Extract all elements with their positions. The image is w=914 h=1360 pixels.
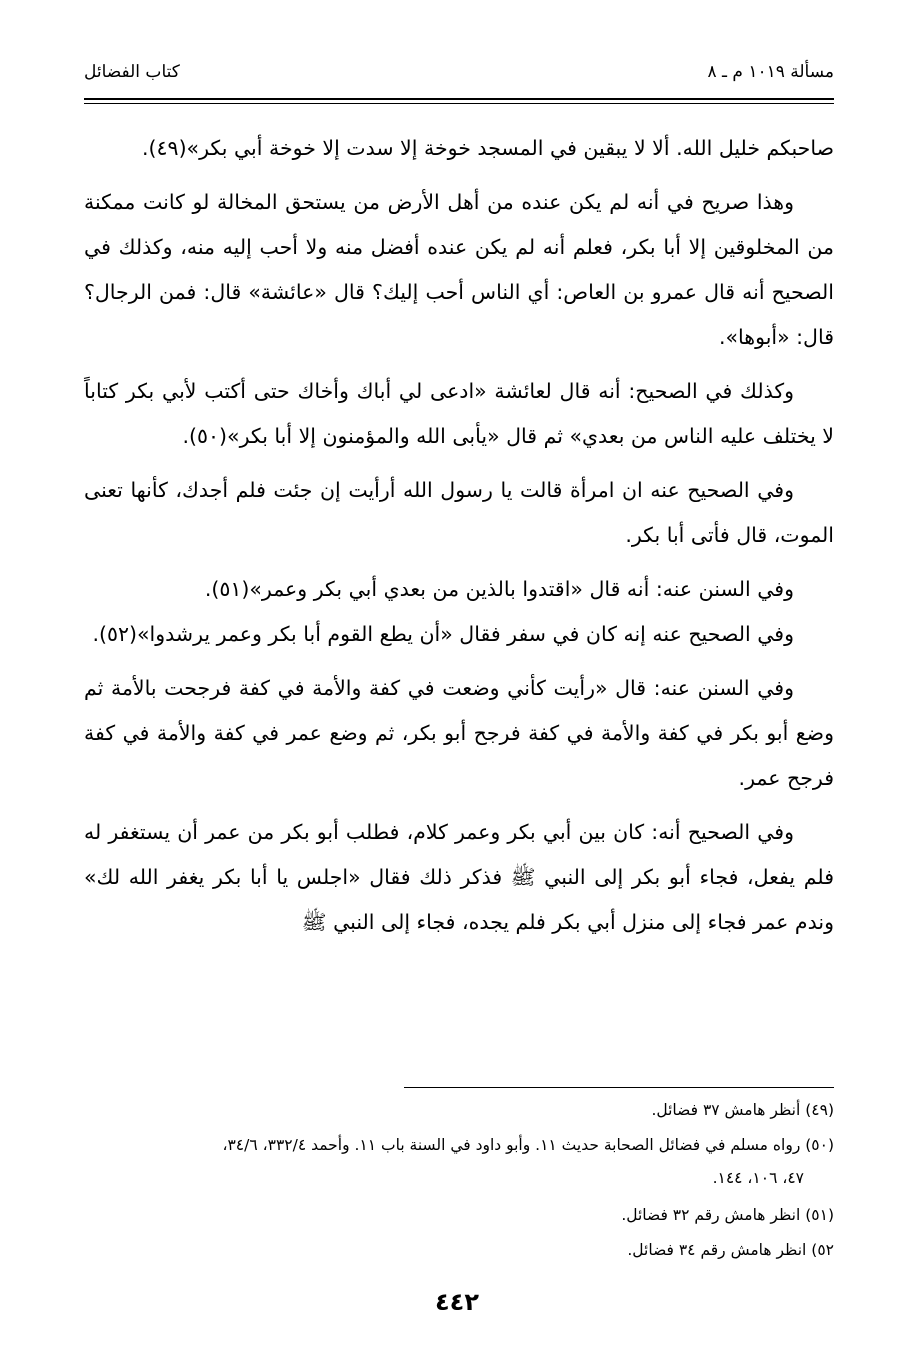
footnote-continuation: ٤٧، ١٠٦، ١٤٤.	[712, 1169, 804, 1187]
paragraph: وهذا صريح في أنه لم يكن عنده من أهل الأرض من يستحق المخالة لو كانت ممكنة من المخلوقين إلا أبا بكر، فعلم أنه لم يكن عنده أفضل منه ولا أحب إليه منه، وكذلك في الصحيح أنه قال عمرو بن العاص: أي الناس أحب إليك؟ قال «عائشة» قال: فمن الرجال؟ قال: «أبوها».	[84, 190, 834, 349]
paragraph: وفي الصحيح عنه إنه كان في سفر فقال «أن يطع القوم أبا بكر وعمر يرشدوا»(٥٢).	[92, 622, 794, 646]
paragraph: وفي السنن عنه: قال «رأيت كأني وضعت في كفة والأمة في كفة فرجحت بالأمة ثم وضع أبو بكر في كفة والأمة في كفة فرجح أبو بكر، ثم وضع عمر في كفة والأمة في كفة فرجح عمر.	[84, 676, 834, 790]
paragraph: وفي الصحيح عنه ان امرأة قالت يا رسول الله أرأيت إن جئت فلم أجدك، كأنها تعنى الموت، قال فأتى أبا بكر.	[84, 478, 834, 547]
header-book-title: كتاب الفضائل	[84, 62, 180, 82]
header-issue-number: مسألة ١٠١٩ م ـ ٨	[707, 62, 834, 82]
running-header	[84, 62, 834, 92]
footnote-rule	[404, 1087, 834, 1088]
footnote: (٤٩) أنظر هامش ٣٧ فضائل.	[651, 1101, 834, 1119]
paragraph: وفي الصحيح أنه: كان بين أبي بكر وعمر كلام، فطلب أبو بكر من عمر أن يستغفر له فلم يفعل، فجاء أبو بكر إلى النبي ﷺ فذكر ذلك فقال «اجلس يا أبا بكر يغفر الله لك» وندم عمر فجاء إلى منزل أبي بكر فلم يجده، فجاء إلى النبي ﷺ	[84, 820, 834, 934]
page-number: ٤٤٢	[435, 1288, 479, 1316]
footnote: (٥١) انظر هامش رقم ٣٢ فضائل.	[621, 1206, 834, 1224]
paragraph: وكذلك في الصحيح: أنه قال لعائشة «ادعى لي أباك وأخاك حتى أكتب لأبي بكر كتاباً لا يختلف عليه الناس من بعدي» ثم قال «يأبى الله والمؤمنون إلا أبا بكر»(٥٠).	[84, 379, 834, 448]
header-rule-thin	[84, 103, 834, 104]
footnotes	[84, 1095, 834, 1270]
footnote: (٥٠) رواه مسلم في فضائل الصحابة حديث ١١. وأبو داود في السنة باب ١١. وأحمد ٣٣٢/٤، ٣٤/٦،	[222, 1136, 834, 1154]
footnote: ٥٢) انظر هامش رقم ٣٤ فضائل.	[627, 1241, 834, 1259]
paragraph: وفي السنن عنه: أنه قال «اقتدوا بالذين من بعدي أبي بكر وعمر»(٥١).	[204, 577, 794, 601]
paragraph: صاحبكم خليل الله. ألا لا يبقين في المسجد خوخة إلا سدت إلا خوخة أبي بكر»(٤٩).	[142, 136, 834, 160]
header-rule	[84, 98, 834, 100]
main-text	[84, 126, 834, 954]
